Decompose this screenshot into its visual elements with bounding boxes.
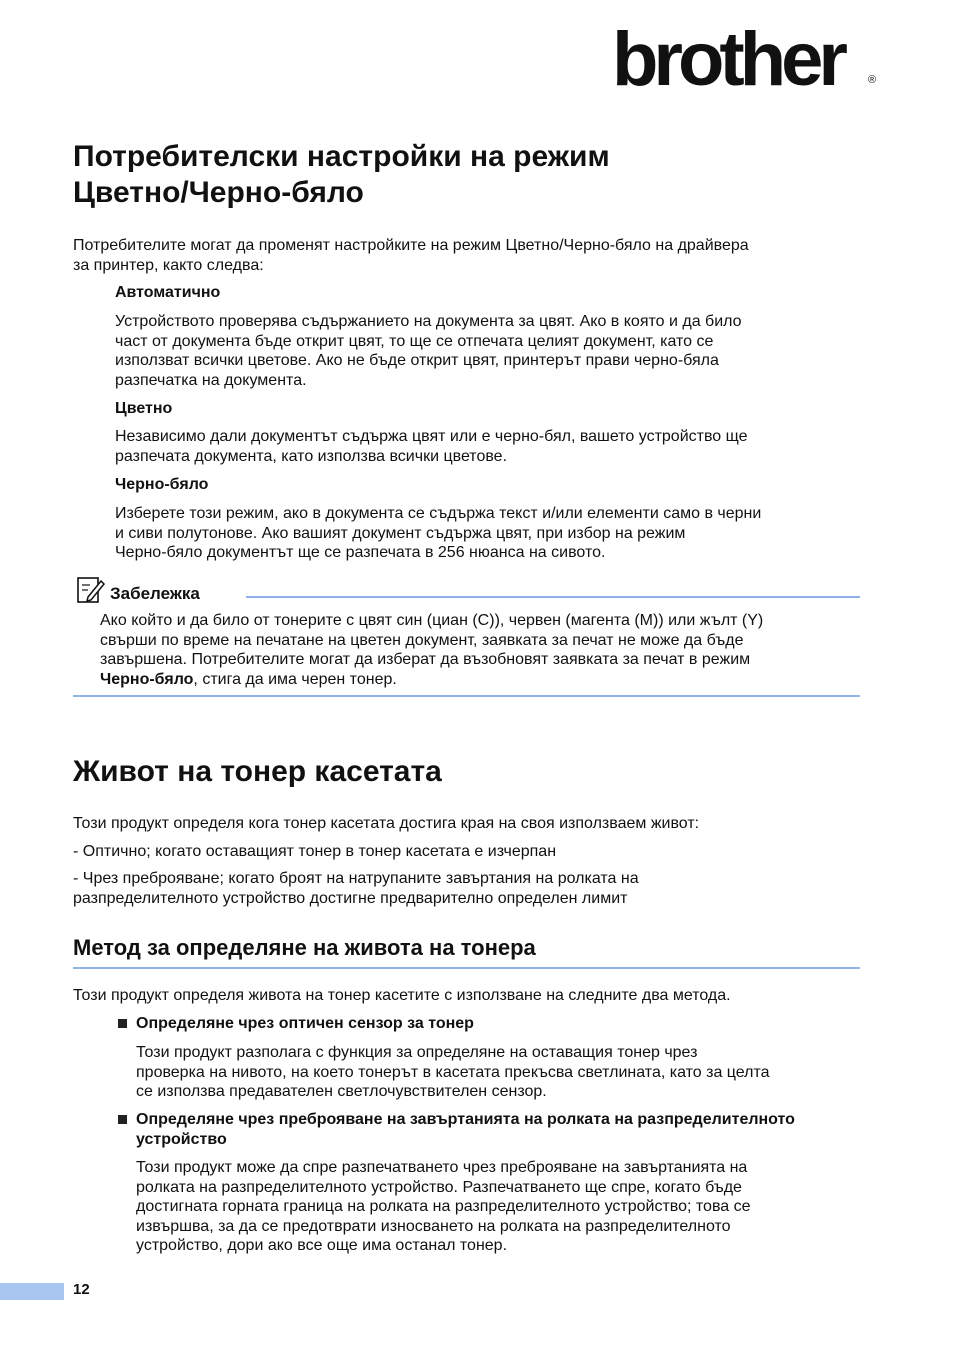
page-tab-marker (0, 1283, 64, 1300)
method-text-count: Този продукт може да спре разпечатването чрез преброяване на завъртанията на ролката на разпределителното устройство. Разпечатването ще спре, когато бъде достигната горната граница на ролката на разпределителното устройство; това се извършва, за да се предотврати износването на ролката на разпределителното устройство, дори ако все още има останал тонер. (136, 1159, 751, 1254)
section-title-line2: Цветно/Черно-бяло (73, 176, 364, 209)
mode-label-color: Цветно (115, 400, 173, 417)
mode-label-auto: Автоматично (115, 284, 221, 301)
mode-text-bw: Изберете този режим, ако в документа се съдържа текст и/или елементи само в черни и сиви полутонове. Ако вашият документ съдържа цвят, при избор на режим Черно-бяло документът ще се разпечата в 256 нюанса на сивото. (115, 505, 762, 561)
mode-text-auto: Устройството проверява съдържанието на документа за цвят. Ако в която и да било част от документа бъде открит цвят, то ще се отпечата целият документ, като се използват всички цветове. Ако не бъде открит цвят, принтерът прави черно-бяла разпечатка на документа. (115, 313, 742, 389)
subsection-title: Метод за определяне на живота на тонера (73, 935, 536, 960)
toner-life-intro: Този продукт определя кога тонер касетата достига края на своя използваем живот: (73, 815, 700, 832)
method-label-count: Определяне чрез преброяване на завъртанията на ролката на разпределителното устройство (136, 1111, 795, 1148)
note-heading: Забележка (110, 584, 200, 603)
note-text: Ако който и да било от тонерите с цвят син (циан (C)), червен (магента (M)) или жълт (Y) свърши по време на печатане на цветен документ, заявката за печат не може да бъде завършена. Потребителите могат да изберат да възобновят заявката за печат в режим Черно-бяло, стига да има черен тонер. (100, 612, 764, 688)
mode-label-bw: Черно-бяло (115, 476, 209, 493)
section-intro: Потребителите могат да променят настройките на режим Цветно/Черно-бяло на драйвера за принтер, както следва: (73, 237, 749, 274)
method-label-optical: Определяне чрез оптичен сензор за тонер (136, 1015, 474, 1032)
note-pencil-icon (76, 575, 106, 605)
note-bottom-rule (73, 695, 860, 697)
note-top-rule (246, 596, 860, 598)
bullet-square-icon (118, 1019, 127, 1028)
toner-life-dash-optical: - Оптично; когато оставащият тонер в тонер касетата е изчерпан (73, 843, 557, 860)
method-text-optical: Този продукт разполага с функция за определяне на оставащия тонер чрез проверка на нивото, на което тонерът в касетата прекъсва светлината, като за целта се използва предавателен светлочувствителен сензор. (136, 1044, 770, 1100)
registered-mark: ® (868, 74, 877, 86)
subsection-rule (73, 967, 860, 969)
subsection-intro: Този продукт определя живота на тонер касетите с използване на следните два метода. (73, 987, 731, 1004)
section-title-toner-life: Живот на тонер касетата (73, 755, 442, 788)
mode-text-color: Независимо дали документът съдържа цвят или е черно-бял, вашето устройство ще разпечата документа, като използва всички цветове. (115, 428, 748, 465)
brother-logo: brother (612, 17, 843, 102)
page-number: 12 (73, 1281, 90, 1298)
bullet-square-icon (118, 1115, 127, 1124)
toner-life-dash-count: - Чрез преброяване; когато броят на натрупаните завъртания на ролката на разпределителното устройство достигне предварително определен лимит (73, 870, 639, 907)
section-title-line1: Потребителски настройки на режим (73, 140, 610, 173)
